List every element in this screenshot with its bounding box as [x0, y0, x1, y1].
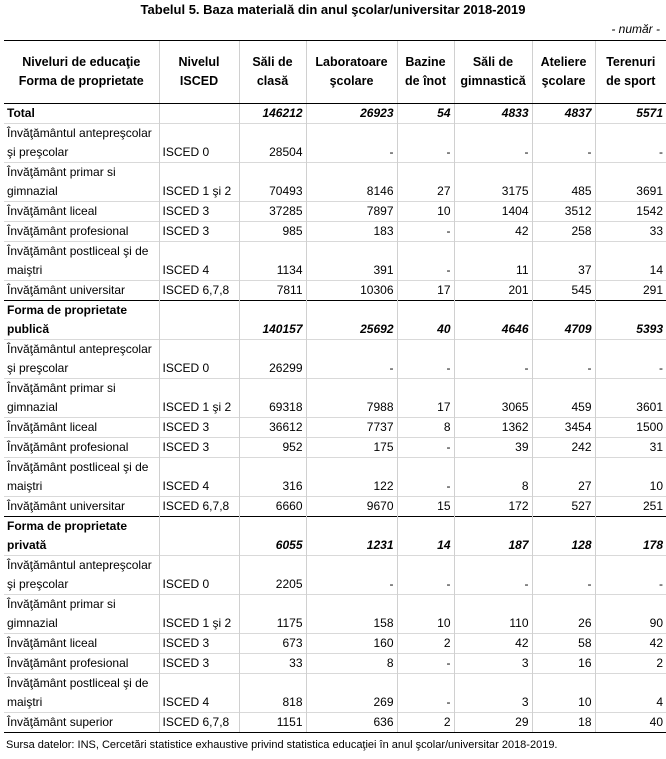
isced-cell: ISCED 1 şi 2 — [159, 595, 239, 634]
value-cell: 17 — [397, 281, 454, 301]
header-laboratories: Laboratoare şcolare — [306, 41, 397, 104]
value-cell: 952 — [239, 438, 306, 458]
row-label: Învăţământ primar si gimnazial — [4, 595, 159, 634]
isced-cell — [159, 104, 239, 124]
value-cell: 258 — [532, 222, 595, 242]
value-cell: 6660 — [239, 497, 306, 517]
value-cell: 36612 — [239, 418, 306, 438]
value-cell: 2 — [595, 654, 666, 674]
value-cell: 110 — [454, 595, 532, 634]
value-cell: 10 — [397, 202, 454, 222]
value-cell: 31 — [595, 438, 666, 458]
value-cell: 18 — [532, 713, 595, 733]
value-cell: 17 — [397, 379, 454, 418]
isced-cell: ISCED 3 — [159, 654, 239, 674]
header-level: Niveluri de educaţie Forma de proprietate — [4, 41, 159, 104]
value-cell: 160 — [306, 634, 397, 654]
row-label: Învăţământ liceal — [4, 202, 159, 222]
value-cell: 8 — [306, 654, 397, 674]
row-label: Forma de proprietate privată — [4, 517, 159, 556]
value-cell: 3065 — [454, 379, 532, 418]
value-cell: - — [306, 124, 397, 163]
value-cell: 4709 — [532, 301, 595, 340]
value-cell: 3691 — [595, 163, 666, 202]
value-cell: 11 — [454, 242, 532, 281]
isced-cell: ISCED 3 — [159, 222, 239, 242]
value-cell: 39 — [454, 438, 532, 458]
value-cell: 3601 — [595, 379, 666, 418]
value-cell: 459 — [532, 379, 595, 418]
value-cell: - — [397, 654, 454, 674]
value-cell: 26 — [532, 595, 595, 634]
isced-cell: ISCED 0 — [159, 340, 239, 379]
row-label: Învăţământ profesional — [4, 222, 159, 242]
value-cell: - — [397, 222, 454, 242]
table-row — [4, 458, 666, 497]
row-label: Învăţământ postliceal şi de maiştri — [4, 674, 159, 713]
table-row — [4, 418, 666, 438]
table-row — [4, 595, 666, 634]
row-label: Învăţământ liceal — [4, 418, 159, 438]
isced-cell — [159, 517, 239, 556]
value-cell: 1134 — [239, 242, 306, 281]
table-row — [4, 340, 666, 379]
row-label: Învăţământ profesional — [4, 438, 159, 458]
isced-cell: ISCED 0 — [159, 124, 239, 163]
table-row — [4, 713, 666, 733]
row-label: Învăţământ profesional — [4, 654, 159, 674]
value-cell: 1175 — [239, 595, 306, 634]
value-cell: - — [595, 340, 666, 379]
value-cell: 10 — [397, 595, 454, 634]
value-cell: 251 — [595, 497, 666, 517]
isced-cell: ISCED 3 — [159, 202, 239, 222]
value-cell: 1500 — [595, 418, 666, 438]
value-cell: 40 — [397, 301, 454, 340]
table-row — [4, 202, 666, 222]
value-cell: 3 — [454, 674, 532, 713]
row-label: Învăţământ liceal — [4, 634, 159, 654]
value-cell: 242 — [532, 438, 595, 458]
value-cell: 6055 — [239, 517, 306, 556]
unit-note: - număr - — [611, 22, 660, 36]
value-cell: 7897 — [306, 202, 397, 222]
value-cell: 8146 — [306, 163, 397, 202]
isced-cell: ISCED 1 şi 2 — [159, 379, 239, 418]
header-isced: Nivelul ISCED — [159, 41, 239, 104]
value-cell: 15 — [397, 497, 454, 517]
table-row — [4, 222, 666, 242]
table-row — [4, 654, 666, 674]
value-cell: - — [454, 124, 532, 163]
isced-cell: ISCED 4 — [159, 674, 239, 713]
value-cell: 3175 — [454, 163, 532, 202]
value-cell: 122 — [306, 458, 397, 497]
value-cell: 545 — [532, 281, 595, 301]
isced-cell: ISCED 0 — [159, 556, 239, 595]
value-cell: 316 — [239, 458, 306, 497]
row-label: Învăţământul antepreşcolar şi preşcolar — [4, 340, 159, 379]
value-cell: 187 — [454, 517, 532, 556]
summary-row — [4, 301, 666, 340]
value-cell: 5571 — [595, 104, 666, 124]
table-title: Tabelul 5. Baza materială din anul şcolar/universitar 2018-2019 — [140, 2, 526, 17]
value-cell: 7737 — [306, 418, 397, 438]
value-cell: - — [397, 438, 454, 458]
value-cell: 14 — [397, 517, 454, 556]
value-cell: 8 — [454, 458, 532, 497]
value-cell: 10 — [595, 458, 666, 497]
value-cell: 40 — [595, 713, 666, 733]
value-cell: 128 — [532, 517, 595, 556]
value-cell: 42 — [595, 634, 666, 654]
row-label: Învăţământ universitar — [4, 281, 159, 301]
header-classrooms: Săli de clasă — [239, 41, 306, 104]
value-cell: 16 — [532, 654, 595, 674]
value-cell: 818 — [239, 674, 306, 713]
value-cell: 140157 — [239, 301, 306, 340]
table-row — [4, 674, 666, 713]
value-cell: 10306 — [306, 281, 397, 301]
value-cell: - — [595, 124, 666, 163]
value-cell: 1404 — [454, 202, 532, 222]
value-cell: - — [532, 556, 595, 595]
value-cell: - — [397, 242, 454, 281]
value-cell: 42 — [454, 634, 532, 654]
value-cell: 42 — [454, 222, 532, 242]
value-cell: 291 — [595, 281, 666, 301]
isced-cell: ISCED 6,7,8 — [159, 281, 239, 301]
row-label: Învăţământul antepreşcolar şi preşcolar — [4, 124, 159, 163]
value-cell: - — [397, 458, 454, 497]
value-cell: 9670 — [306, 497, 397, 517]
value-cell: 37285 — [239, 202, 306, 222]
value-cell: - — [306, 340, 397, 379]
value-cell: 69318 — [239, 379, 306, 418]
value-cell: - — [595, 556, 666, 595]
row-label: Învăţământ universitar — [4, 497, 159, 517]
value-cell: 4833 — [454, 104, 532, 124]
value-cell: 3454 — [532, 418, 595, 438]
isced-cell: ISCED 6,7,8 — [159, 497, 239, 517]
value-cell: 183 — [306, 222, 397, 242]
value-cell: - — [532, 340, 595, 379]
row-label: Forma de proprietate publică — [4, 301, 159, 340]
row-label: Învăţământul antepreşcolar şi preşcolar — [4, 556, 159, 595]
data-table — [4, 40, 666, 733]
value-cell: 7988 — [306, 379, 397, 418]
value-cell: 158 — [306, 595, 397, 634]
table-row — [4, 281, 666, 301]
value-cell: - — [532, 124, 595, 163]
row-label: Învăţământ primar si gimnazial — [4, 163, 159, 202]
value-cell: 3512 — [532, 202, 595, 222]
header-gyms: Săli de gimnastică — [454, 41, 532, 104]
value-cell: - — [397, 674, 454, 713]
value-cell: - — [306, 556, 397, 595]
value-cell: 26299 — [239, 340, 306, 379]
value-cell: - — [454, 340, 532, 379]
header-row — [4, 41, 666, 104]
value-cell: 33 — [239, 654, 306, 674]
value-cell: 54 — [397, 104, 454, 124]
summary-row — [4, 104, 666, 124]
table-row — [4, 497, 666, 517]
value-cell: 146212 — [239, 104, 306, 124]
header-workshops: Ateliere şcolare — [532, 41, 595, 104]
value-cell: 28504 — [239, 124, 306, 163]
value-cell: 90 — [595, 595, 666, 634]
row-label: Învăţământ superior — [4, 713, 159, 733]
value-cell: 37 — [532, 242, 595, 281]
summary-row — [4, 517, 666, 556]
isced-cell: ISCED 4 — [159, 242, 239, 281]
value-cell: 178 — [595, 517, 666, 556]
value-cell: 3 — [454, 654, 532, 674]
value-cell: 485 — [532, 163, 595, 202]
table-row — [4, 379, 666, 418]
value-cell: 25692 — [306, 301, 397, 340]
source-note: Sursa datelor: INS, Cercetări statistice exhaustive privind statistica educaţiei în anul şcolar/universitar 2018-2019. — [6, 739, 558, 751]
value-cell: 636 — [306, 713, 397, 733]
table-row — [4, 124, 666, 163]
value-cell: 1362 — [454, 418, 532, 438]
value-cell: 391 — [306, 242, 397, 281]
isced-cell: ISCED 1 şi 2 — [159, 163, 239, 202]
isced-cell: ISCED 3 — [159, 418, 239, 438]
table-row — [4, 242, 666, 281]
value-cell: 201 — [454, 281, 532, 301]
table-row — [4, 163, 666, 202]
value-cell: - — [397, 340, 454, 379]
value-cell: 58 — [532, 634, 595, 654]
value-cell: 2 — [397, 634, 454, 654]
value-cell: 5393 — [595, 301, 666, 340]
value-cell: 4646 — [454, 301, 532, 340]
value-cell: 8 — [397, 418, 454, 438]
table-row — [4, 634, 666, 654]
value-cell: 10 — [532, 674, 595, 713]
value-cell: 175 — [306, 438, 397, 458]
isced-cell: ISCED 3 — [159, 438, 239, 458]
header-pools: Bazine de înot — [397, 41, 454, 104]
isced-cell: ISCED 6,7,8 — [159, 713, 239, 733]
value-cell: - — [397, 124, 454, 163]
row-label: Învăţământ postliceal şi de maiştri — [4, 458, 159, 497]
isced-cell: ISCED 3 — [159, 634, 239, 654]
value-cell: 1231 — [306, 517, 397, 556]
value-cell: 27 — [532, 458, 595, 497]
value-cell: 26923 — [306, 104, 397, 124]
value-cell: 269 — [306, 674, 397, 713]
value-cell: 1542 — [595, 202, 666, 222]
value-cell: 29 — [454, 713, 532, 733]
value-cell: 14 — [595, 242, 666, 281]
value-cell: 7811 — [239, 281, 306, 301]
value-cell: 27 — [397, 163, 454, 202]
row-label: Învăţământ primar si gimnazial — [4, 379, 159, 418]
value-cell: 673 — [239, 634, 306, 654]
table-row — [4, 438, 666, 458]
isced-cell — [159, 301, 239, 340]
value-cell: 2 — [397, 713, 454, 733]
value-cell: 1151 — [239, 713, 306, 733]
value-cell: 33 — [595, 222, 666, 242]
value-cell: 4837 — [532, 104, 595, 124]
value-cell: 985 — [239, 222, 306, 242]
row-label: Total — [4, 104, 159, 124]
value-cell: 172 — [454, 497, 532, 517]
row-label: Învăţământ postliceal şi de maiştri — [4, 242, 159, 281]
table-row — [4, 556, 666, 595]
value-cell: 70493 — [239, 163, 306, 202]
value-cell: - — [454, 556, 532, 595]
value-cell: 2205 — [239, 556, 306, 595]
value-cell: 527 — [532, 497, 595, 517]
value-cell: 4 — [595, 674, 666, 713]
isced-cell: ISCED 4 — [159, 458, 239, 497]
table-body — [4, 104, 666, 733]
header-sports-fields: Terenuri de sport — [595, 41, 666, 104]
value-cell: - — [397, 556, 454, 595]
